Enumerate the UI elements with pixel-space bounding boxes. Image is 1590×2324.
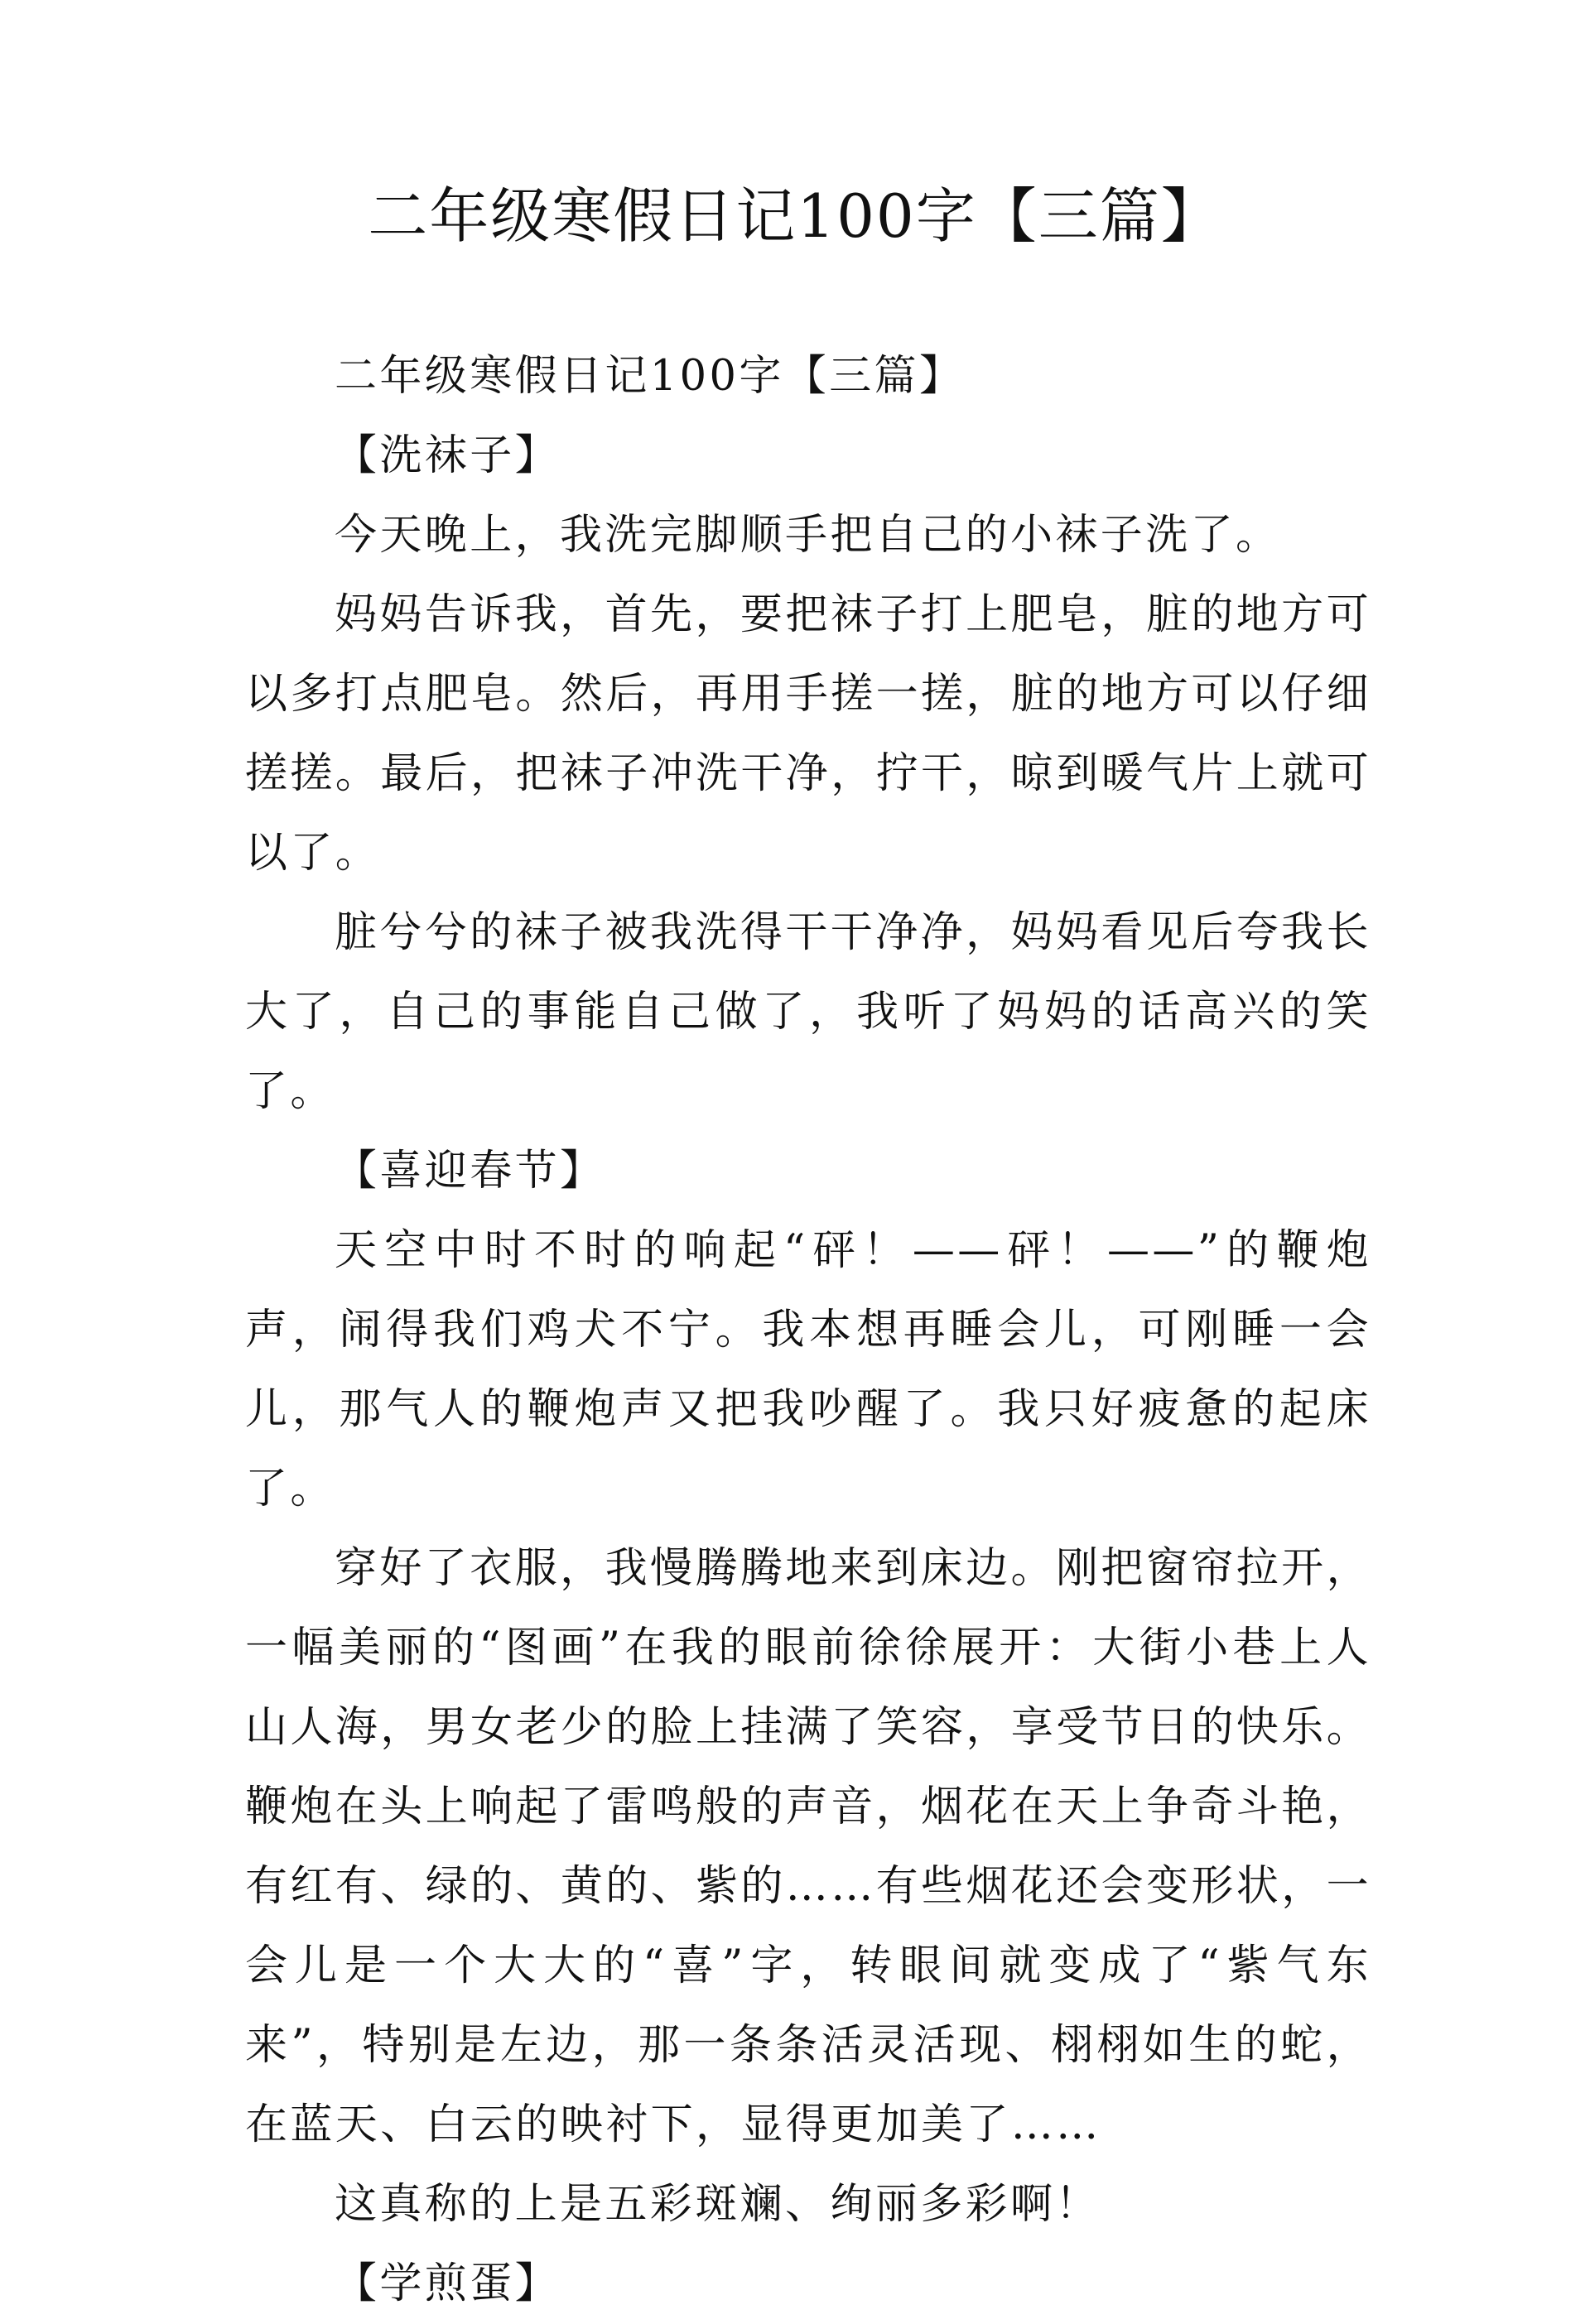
body-paragraph: 天空中时不时的响起“砰！——砰！——”的鞭炮声，闹得我们鸡犬不宁。我本想再睡会儿，可刚睡一会儿，那气人的鞭炮声又把我吵醒了。我只好疲惫的起床了。 [245, 1226, 1371, 1513]
body-paragraph: 妈妈告诉我，首先，要把袜子打上肥皂，脏的地方可以多打点肥皂。然后，再用手搓一搓，脏的地方可以仔细搓搓。最后，把袜子冲洗干净，拧干，晾到暖气片上就可以了。 [245, 590, 1372, 878]
subtitle-paragraph: 二年级寒假日记100字【三篇】 [335, 352, 965, 401]
body-paragraph: 穿好了衣服，我慢腾腾地来到床边。刚把窗帘拉开，一幅美丽的“图画”在我的眼前徐徐展开：大街小巷上人山人海，男女老少的脸上挂满了笑容，享受节日的快乐。鞭炮在头上响起了雷鸣般的声音，烟花在天上争奇斗艳，有红有、绿的、黄的、紫的……有些烟花还会变形状，一会儿是一个大大的“喜”字，转眼间就变成了“紫气东来”，特别是左边，那一条条活灵活现、栩栩如生的蛇，在蓝天、白云的映衬下，显得更加美了…… [245, 1544, 1372, 2149]
section-heading-wash-socks: 【洗袜子】 [335, 431, 561, 480]
document-body [245, 337, 1371, 2324]
body-paragraph: 今天晚上，我洗完脚顺手把自己的小袜子洗了。 [335, 511, 1281, 560]
section-heading-fried-egg: 【学煎蛋】 [335, 2259, 561, 2308]
document-title: 二年级寒假日记100字【三篇】 [368, 181, 1222, 251]
body-paragraph: 脏兮兮的袜子被我洗得干干净净，妈妈看见后夸我长大了，自己的事能自己做了，我听了妈妈的话高兴的笑了。 [245, 908, 1371, 1116]
body-paragraph: 这真称的上是五彩斑斓、绚丽多彩啊！ [335, 2180, 1101, 2229]
section-heading-spring-festival: 【喜迎春节】 [335, 1147, 605, 1196]
